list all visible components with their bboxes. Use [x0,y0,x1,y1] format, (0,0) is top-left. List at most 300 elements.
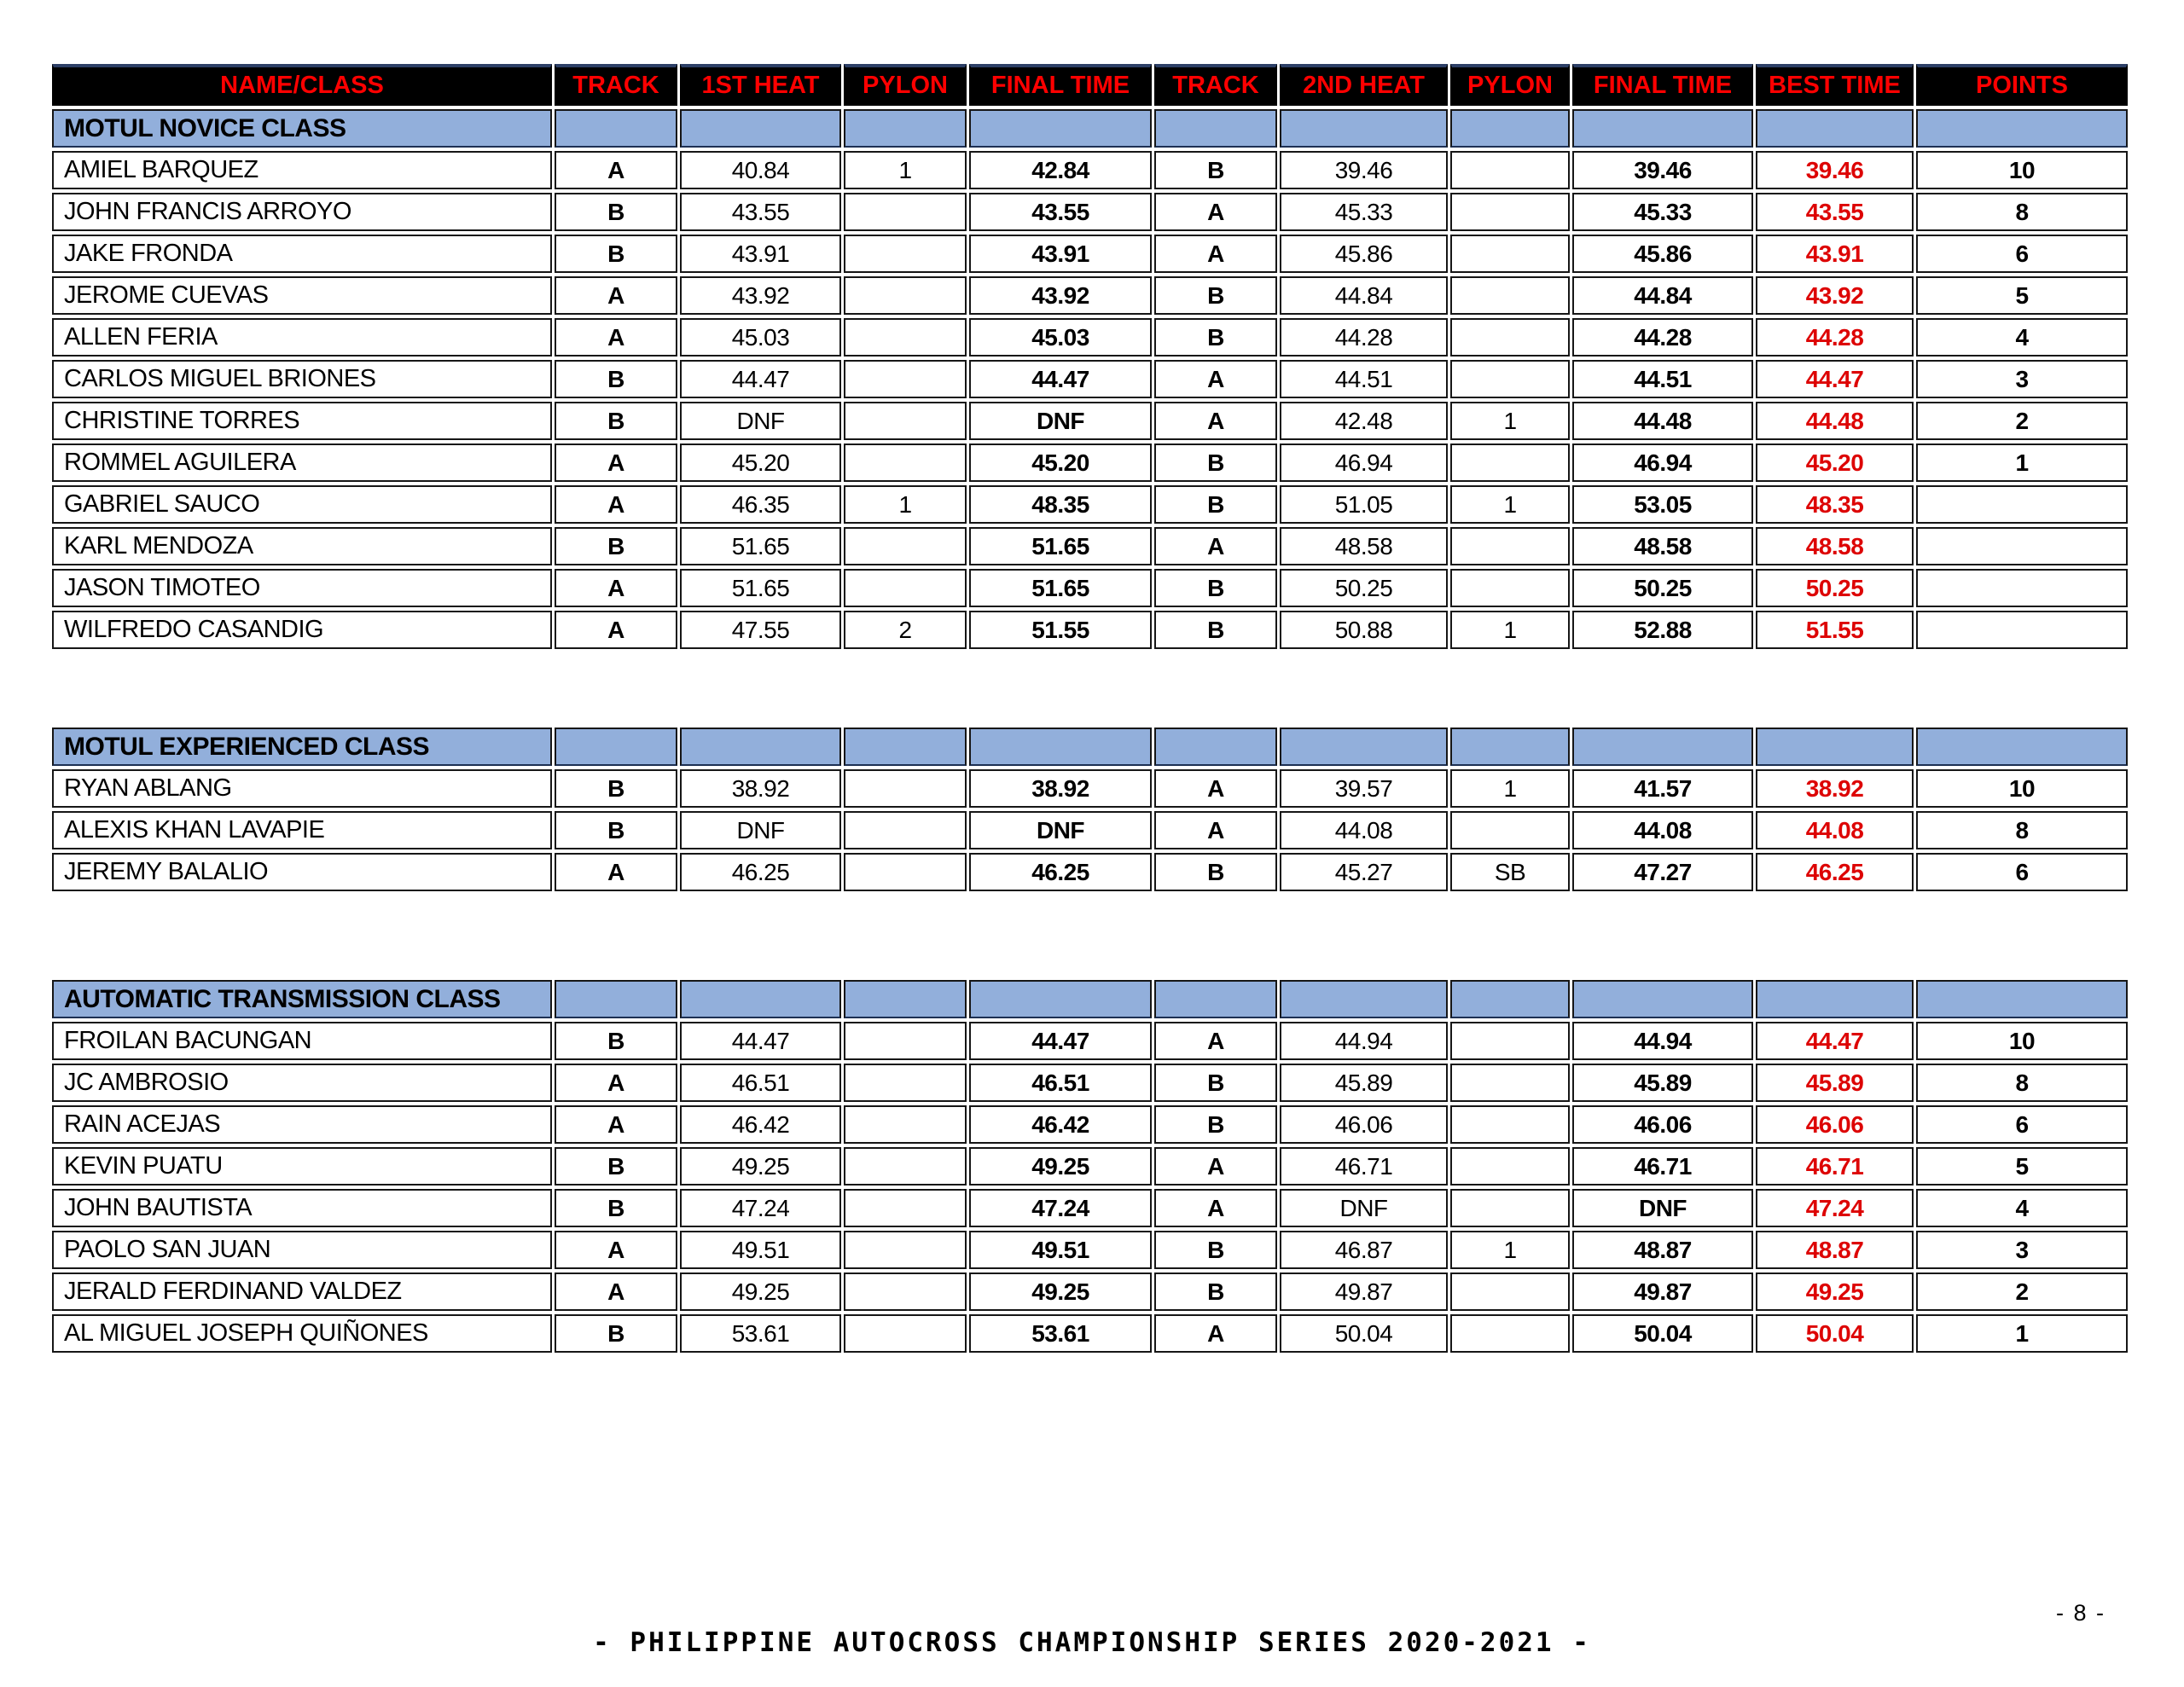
points-cell: 2 [1916,402,2128,440]
track-2-cell: A [1154,1022,1277,1060]
points-cell: 2 [1916,1272,2128,1311]
final-time-2-cell: 53.05 [1572,485,1753,524]
final-time-2-cell: 47.27 [1572,853,1753,891]
points-cell: 5 [1916,1147,2128,1186]
heat-1-cell: 44.47 [680,1022,841,1060]
class-header-blank-cell [1154,980,1277,1018]
track-1-cell: A [555,1231,677,1269]
best-time-cell: 46.71 [1756,1147,1914,1186]
points-cell: 1 [1916,1314,2128,1353]
final-time-1-cell: 43.91 [969,235,1152,273]
heat-2-cell: 45.27 [1280,853,1448,891]
pylon-1-cell [844,1272,967,1311]
driver-name: ALEXIS KHAN LAVAPIE [52,811,552,849]
points-cell: 10 [1916,151,2128,189]
best-time-cell: 50.25 [1756,569,1914,607]
track-2-cell: B [1154,276,1277,315]
best-time-cell: 50.04 [1756,1314,1914,1353]
class-header-blank-cell [1280,728,1448,766]
final-time-1-cell: 44.47 [969,1022,1152,1060]
heat-2-cell: 45.33 [1280,193,1448,231]
pylon-2-cell [1450,1314,1570,1353]
class-header-blank-cell [555,728,677,766]
final-time-2-cell: 46.06 [1572,1105,1753,1144]
driver-name: JEREMY BALALIO [52,853,552,891]
track-2-cell: B [1154,1064,1277,1102]
driver-name: RAIN ACEJAS [52,1105,552,1144]
driver-name: AMIEL BARQUEZ [52,151,552,189]
track-2-cell: B [1154,318,1277,357]
col-header-track-1: TRACK [555,64,677,106]
track-1-cell: B [555,1022,677,1060]
table-row [52,151,2128,189]
heat-1-cell: 49.25 [680,1147,841,1186]
col-header-best-time: BEST TIME [1756,64,1914,106]
heat-1-cell: 43.91 [680,235,841,273]
track-2-cell: A [1154,235,1277,273]
class-name: MOTUL EXPERIENCED CLASS [52,728,552,766]
class-name: AUTOMATIC TRANSMISSION CLASS [52,980,552,1018]
class-header-blank-cell [844,980,967,1018]
track-1-cell: A [555,569,677,607]
pylon-1-cell [844,1231,967,1269]
best-time-cell: 43.92 [1756,276,1914,315]
table-row [52,1314,2128,1353]
class-header-blank-cell [1280,980,1448,1018]
best-time-cell: 51.55 [1756,611,1914,649]
driver-name: RYAN ABLANG [52,769,552,808]
pylon-2-cell: 1 [1450,1231,1570,1269]
class-header-blank-cell [680,728,841,766]
points-cell: 3 [1916,1231,2128,1269]
pylon-1-cell: 1 [844,151,967,189]
heat-2-cell: 46.71 [1280,1147,1448,1186]
col-header-pylon-2: PYLON [1450,64,1570,106]
best-time-cell: 39.46 [1756,151,1914,189]
track-1-cell: B [555,360,677,398]
points-cell: 6 [1916,853,2128,891]
final-time-1-cell: 47.24 [969,1189,1152,1227]
driver-name: PAOLO SAN JUAN [52,1231,552,1269]
final-time-2-cell: 44.08 [1572,811,1753,849]
col-header-points: POINTS [1916,64,2128,106]
final-time-2-cell: 45.33 [1572,193,1753,231]
final-time-2-cell: 41.57 [1572,769,1753,808]
heat-2-cell: 39.57 [1280,769,1448,808]
track-1-cell: A [555,443,677,482]
pylon-2-cell [1450,193,1570,231]
class-header-blank-cell [969,109,1152,148]
header-row [52,64,2128,106]
class-header-blank-cell [1572,980,1753,1018]
track-1-cell: B [555,193,677,231]
points-cell: 3 [1916,360,2128,398]
footer-series-title: - PHILIPPINE AUTOCROSS CHAMPIONSHIP SERIES 2020-2021 - [593,1627,1591,1658]
table-row [52,360,2128,398]
best-time-cell: 45.20 [1756,443,1914,482]
table-row [52,1064,2128,1102]
heat-2-cell: 44.51 [1280,360,1448,398]
pylon-1-cell [844,1064,967,1102]
final-time-2-cell: 45.89 [1572,1064,1753,1102]
final-time-1-cell: 51.55 [969,611,1152,649]
table-row [52,485,2128,524]
table-row [52,1189,2128,1227]
track-2-cell: B [1154,1105,1277,1144]
track-1-cell: B [555,1314,677,1353]
heat-2-cell: 44.08 [1280,811,1448,849]
table-row [52,1272,2128,1311]
class-header-blank-cell [1572,728,1753,766]
driver-name: JOHN BAUTISTA [52,1189,552,1227]
table-row [52,1231,2128,1269]
track-1-cell: A [555,318,677,357]
col-header-final-time-2: FINAL TIME [1572,64,1753,106]
best-time-cell: 47.24 [1756,1189,1914,1227]
pylon-2-cell [1450,1147,1570,1186]
pylon-1-cell [844,443,967,482]
heat-1-cell: 43.55 [680,193,841,231]
driver-name: WILFREDO CASANDIG [52,611,552,649]
pylon-1-cell [844,1147,967,1186]
class-header-blank-cell [1916,980,2128,1018]
class-header-row [52,980,2128,1018]
points-cell: 5 [1916,276,2128,315]
pylon-2-cell: 1 [1450,402,1570,440]
track-1-cell: B [555,402,677,440]
heat-2-cell: 44.28 [1280,318,1448,357]
final-time-1-cell: 49.51 [969,1231,1152,1269]
final-time-1-cell: 46.51 [969,1064,1152,1102]
pylon-1-cell [844,1105,967,1144]
final-time-2-cell: 46.94 [1572,443,1753,482]
section-table-motul-novice [49,61,2130,652]
points-cell: 10 [1916,1022,2128,1060]
track-2-cell: A [1154,360,1277,398]
pylon-2-cell [1450,235,1570,273]
class-header-blank-cell [1154,728,1277,766]
class-header-blank-cell [1572,109,1753,148]
pylon-2-cell [1450,569,1570,607]
track-1-cell: A [555,276,677,315]
heat-1-cell: 46.35 [680,485,841,524]
heat-1-cell: DNF [680,811,841,849]
final-time-1-cell: 45.03 [969,318,1152,357]
final-time-2-cell: 44.28 [1572,318,1753,357]
points-cell [1916,485,2128,524]
class-header-blank-cell [1450,728,1570,766]
heat-1-cell: 51.65 [680,569,841,607]
class-header-blank-cell [969,980,1152,1018]
driver-name: KARL MENDOZA [52,527,552,565]
final-time-1-cell: 38.92 [969,769,1152,808]
best-time-cell: 44.47 [1756,360,1914,398]
class-header-blank-cell [1450,109,1570,148]
track-2-cell: B [1154,611,1277,649]
class-header-blank-cell [1916,728,2128,766]
heat-2-cell: 50.88 [1280,611,1448,649]
best-time-cell: 38.92 [1756,769,1914,808]
final-time-1-cell: 46.25 [969,853,1152,891]
best-time-cell: 46.06 [1756,1105,1914,1144]
driver-name: ALLEN FERIA [52,318,552,357]
best-time-cell: 48.87 [1756,1231,1914,1269]
track-2-cell: B [1154,485,1277,524]
track-1-cell: B [555,527,677,565]
table-row [52,569,2128,607]
driver-name: KEVIN PUATU [52,1147,552,1186]
track-1-cell: A [555,1064,677,1102]
final-time-1-cell: 51.65 [969,569,1152,607]
class-header-blank-cell [1756,980,1914,1018]
heat-1-cell: 40.84 [680,151,841,189]
final-time-2-cell: 44.48 [1572,402,1753,440]
table-row [52,193,2128,231]
heat-1-cell: 53.61 [680,1314,841,1353]
pylon-2-cell [1450,276,1570,315]
final-time-2-cell: 49.87 [1572,1272,1753,1311]
points-cell: 4 [1916,1189,2128,1227]
class-header-blank-cell [680,980,841,1018]
track-2-cell: A [1154,1189,1277,1227]
heat-2-cell: 45.86 [1280,235,1448,273]
heat-1-cell: 44.47 [680,360,841,398]
points-cell [1916,527,2128,565]
pylon-1-cell [844,318,967,357]
driver-name: JERALD FERDINAND VALDEZ [52,1272,552,1311]
final-time-1-cell: 53.61 [969,1314,1152,1353]
results-sheet [49,61,2130,1356]
pylon-1-cell [844,1314,967,1353]
heat-2-cell: 50.04 [1280,1314,1448,1353]
driver-name: FROILAN BACUNGAN [52,1022,552,1060]
track-2-cell: A [1154,1314,1277,1353]
heat-1-cell: DNF [680,402,841,440]
table-row [52,276,2128,315]
table-row [52,527,2128,565]
pylon-2-cell: 1 [1450,769,1570,808]
pylon-2-cell: 1 [1450,611,1570,649]
pylon-2-cell [1450,443,1570,482]
pylon-1-cell: 1 [844,485,967,524]
col-header-final-time-1: FINAL TIME [969,64,1152,106]
points-cell: 8 [1916,1064,2128,1102]
heat-1-cell: 38.92 [680,769,841,808]
track-1-cell: A [555,853,677,891]
pylon-1-cell [844,360,967,398]
track-1-cell: A [555,1272,677,1311]
track-1-cell: B [555,235,677,273]
heat-1-cell: 51.65 [680,527,841,565]
points-cell: 8 [1916,811,2128,849]
class-header-blank-cell [1756,109,1914,148]
final-time-1-cell: 49.25 [969,1147,1152,1186]
pylon-2-cell [1450,151,1570,189]
class-header-blank-cell [680,109,841,148]
table-row [52,853,2128,891]
class-header-blank-cell [1756,728,1914,766]
track-1-cell: A [555,611,677,649]
pylon-2-cell [1450,811,1570,849]
heat-1-cell: 49.51 [680,1231,841,1269]
col-header-2nd-heat: 2ND HEAT [1280,64,1448,106]
final-time-1-cell: 49.25 [969,1272,1152,1311]
track-2-cell: B [1154,443,1277,482]
heat-1-cell: 47.24 [680,1189,841,1227]
points-cell: 1 [1916,443,2128,482]
track-2-cell: A [1154,527,1277,565]
final-time-2-cell: 45.86 [1572,235,1753,273]
col-header-1st-heat: 1ST HEAT [680,64,841,106]
class-name: MOTUL NOVICE CLASS [52,109,552,148]
final-time-2-cell: 48.87 [1572,1231,1753,1269]
driver-name: JAKE FRONDA [52,235,552,273]
class-header-blank-cell [1450,980,1570,1018]
track-2-cell: B [1154,853,1277,891]
table-row [52,1147,2128,1186]
pylon-1-cell [844,569,967,607]
pylon-2-cell [1450,527,1570,565]
heat-2-cell: 46.87 [1280,1231,1448,1269]
final-time-2-cell: 52.88 [1572,611,1753,649]
table-row [52,443,2128,482]
best-time-cell: 44.08 [1756,811,1914,849]
pylon-2-cell [1450,1272,1570,1311]
track-1-cell: A [555,485,677,524]
heat-2-cell: DNF [1280,1189,1448,1227]
heat-2-cell: 46.06 [1280,1105,1448,1144]
points-cell: 6 [1916,1105,2128,1144]
pylon-1-cell [844,853,967,891]
points-cell [1916,569,2128,607]
table-row [52,769,2128,808]
section-table-automatic-transmission [49,977,2130,1356]
final-time-1-cell: DNF [969,811,1152,849]
track-2-cell: B [1154,1272,1277,1311]
table-row [52,235,2128,273]
pylon-2-cell: 1 [1450,485,1570,524]
final-time-2-cell: 48.58 [1572,527,1753,565]
class-header-blank-cell [1280,109,1448,148]
driver-name: CARLOS MIGUEL BRIONES [52,360,552,398]
heat-1-cell: 46.42 [680,1105,841,1144]
heat-1-cell: 47.55 [680,611,841,649]
track-1-cell: B [555,769,677,808]
class-header-blank-cell [844,109,967,148]
pylon-1-cell [844,235,967,273]
col-header-pylon-1: PYLON [844,64,967,106]
pylon-1-cell [844,193,967,231]
final-time-1-cell: 44.47 [969,360,1152,398]
heat-2-cell: 49.87 [1280,1272,1448,1311]
best-time-cell: 44.48 [1756,402,1914,440]
heat-1-cell: 45.20 [680,443,841,482]
track-2-cell: A [1154,402,1277,440]
track-1-cell: B [555,811,677,849]
class-header-blank-cell [555,980,677,1018]
final-time-2-cell: DNF [1572,1189,1753,1227]
class-header-blank-cell [969,728,1152,766]
final-time-2-cell: 50.04 [1572,1314,1753,1353]
pylon-1-cell [844,1189,967,1227]
col-header-track-2: TRACK [1154,64,1277,106]
heat-2-cell: 39.46 [1280,151,1448,189]
pylon-2-cell [1450,1022,1570,1060]
table-row [52,1022,2128,1060]
track-2-cell: B [1154,569,1277,607]
final-time-1-cell: 48.35 [969,485,1152,524]
final-time-1-cell: 42.84 [969,151,1152,189]
driver-name: JOHN FRANCIS ARROYO [52,193,552,231]
driver-name: JC AMBROSIO [52,1064,552,1102]
table-row [52,1105,2128,1144]
heat-2-cell: 45.89 [1280,1064,1448,1102]
best-time-cell: 49.25 [1756,1272,1914,1311]
pylon-2-cell [1450,360,1570,398]
pylon-1-cell [844,769,967,808]
pylon-2-cell: SB [1450,853,1570,891]
points-cell: 10 [1916,769,2128,808]
final-time-1-cell: DNF [969,402,1152,440]
pylon-2-cell [1450,1064,1570,1102]
track-2-cell: B [1154,1231,1277,1269]
final-time-1-cell: 51.65 [969,527,1152,565]
best-time-cell: 48.58 [1756,527,1914,565]
track-1-cell: B [555,1189,677,1227]
pylon-1-cell: 2 [844,611,967,649]
pylon-1-cell [844,811,967,849]
track-2-cell: A [1154,769,1277,808]
driver-name: JASON TIMOTEO [52,569,552,607]
final-time-1-cell: 43.55 [969,193,1152,231]
table-row [52,611,2128,649]
heat-2-cell: 48.58 [1280,527,1448,565]
driver-name: GABRIEL SAUCO [52,485,552,524]
best-time-cell: 48.35 [1756,485,1914,524]
heat-2-cell: 44.84 [1280,276,1448,315]
class-header-row [52,728,2128,766]
table-row [52,402,2128,440]
best-time-cell: 45.89 [1756,1064,1914,1102]
heat-1-cell: 45.03 [680,318,841,357]
driver-name: CHRISTINE TORRES [52,402,552,440]
col-header-name-class: NAME/CLASS [52,64,552,106]
heat-2-cell: 42.48 [1280,402,1448,440]
track-1-cell: A [555,1105,677,1144]
driver-name: ROMMEL AGUILERA [52,443,552,482]
pylon-1-cell [844,527,967,565]
class-header-blank-cell [555,109,677,148]
heat-1-cell: 46.51 [680,1064,841,1102]
best-time-cell: 43.55 [1756,193,1914,231]
best-time-cell: 46.25 [1756,853,1914,891]
heat-2-cell: 44.94 [1280,1022,1448,1060]
track-2-cell: A [1154,811,1277,849]
points-cell: 4 [1916,318,2128,357]
pylon-1-cell [844,402,967,440]
heat-1-cell: 43.92 [680,276,841,315]
heat-2-cell: 51.05 [1280,485,1448,524]
class-header-blank-cell [1916,109,2128,148]
heat-2-cell: 50.25 [1280,569,1448,607]
pylon-1-cell [844,1022,967,1060]
driver-name: AL MIGUEL JOSEPH QUIÑONES [52,1314,552,1353]
final-time-2-cell: 44.84 [1572,276,1753,315]
final-time-1-cell: 46.42 [969,1105,1152,1144]
track-1-cell: B [555,1147,677,1186]
points-cell: 8 [1916,193,2128,231]
points-cell: 6 [1916,235,2128,273]
